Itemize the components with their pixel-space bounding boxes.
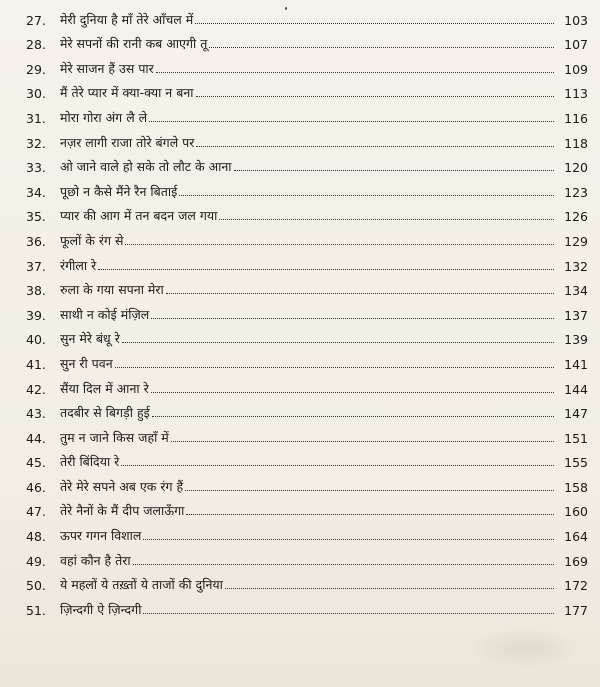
dot-leader: [151, 318, 554, 319]
entry-page-number: 116: [564, 110, 588, 126]
entry-number: 34.: [26, 184, 46, 200]
dot-leader: [151, 392, 554, 393]
entry-page-number: 134: [564, 283, 588, 299]
dot-leader: [195, 23, 554, 24]
entry-title: मोरा गोरा अंग लै ले: [60, 109, 148, 125]
entry-number: 35.: [26, 209, 46, 225]
entry-number: 32.: [26, 135, 46, 151]
entry-number: 27.: [26, 12, 46, 28]
toc-entry: [26, 301, 588, 326]
entry-page-number: 139: [564, 332, 588, 348]
toc-entry: [26, 104, 588, 129]
entry-title: मेरी दुनिया है माँ तेरे आँचल में: [60, 11, 194, 27]
dot-leader: [121, 465, 554, 466]
entry-page-number: 132: [564, 258, 588, 274]
dot-leader: [133, 564, 554, 565]
toc-entry: [26, 154, 588, 179]
entry-page-number: 147: [564, 406, 588, 422]
entry-page-number: 118: [564, 135, 588, 151]
toc-entry: [26, 522, 588, 547]
entry-number: 28.: [26, 37, 46, 53]
toc-entry: [26, 178, 588, 203]
toc-entry: [26, 547, 588, 572]
entry-page-number: 129: [564, 233, 588, 249]
dot-leader: [143, 613, 554, 614]
toc-entry: [26, 498, 588, 523]
entry-title: सुन मेरे बंधू रे: [60, 331, 120, 347]
entry-title: ज़िन्दगी ऐ ज़िन्दगी: [60, 601, 142, 617]
entry-page-number: 158: [564, 479, 588, 495]
entry-page-number: 164: [564, 529, 588, 545]
dot-leader: [166, 293, 554, 294]
entry-number: 49.: [26, 553, 46, 569]
entry-number: 38.: [26, 283, 46, 299]
dot-leader: [115, 367, 554, 368]
entry-page-number: 123: [564, 184, 588, 200]
toc-entry: [26, 424, 588, 449]
entry-page-number: 113: [564, 86, 588, 102]
entry-number: 46.: [26, 479, 46, 495]
toc-entry: [26, 80, 588, 105]
entry-title: सैंया दिल में आना रे: [60, 380, 149, 396]
entry-title: सुन री पवन: [60, 355, 113, 371]
entry-title: तेरे नैनों के मैं दीप जलाऊँगा: [60, 503, 185, 519]
dot-leader: [152, 416, 554, 417]
entry-number: 44.: [26, 430, 46, 446]
toc-entry: [26, 55, 588, 80]
entry-number: 42.: [26, 381, 46, 397]
dot-leader: [143, 539, 554, 540]
dot-leader: [196, 96, 554, 97]
entry-number: 43.: [26, 406, 46, 422]
paper-smudge: [470, 628, 580, 668]
entry-title: फूलों के रंग से: [60, 232, 124, 248]
toc-entry: [26, 400, 588, 425]
entry-title: रंगीला रे: [60, 257, 97, 273]
entry-title: मैं तेरे प्यार में क्या-क्या न बना: [60, 85, 194, 101]
entry-page-number: 172: [564, 578, 588, 594]
toc-entry: [26, 129, 588, 154]
entry-title: वहां कौन है तेरा: [60, 552, 131, 568]
toc-entry: [26, 350, 588, 375]
dot-leader: [171, 441, 554, 442]
entry-number: 41.: [26, 356, 46, 372]
entry-title: नज़र लागी राजा तोरे बंगले पर: [60, 134, 195, 150]
entry-page-number: 126: [564, 209, 588, 225]
dot-leader: [209, 47, 554, 48]
entry-number: 30.: [26, 86, 46, 102]
entry-title: साथी न कोई मंज़िल: [60, 306, 150, 322]
entry-title: तेरी बिंदिया रे: [60, 454, 120, 470]
entry-number: 48.: [26, 529, 46, 545]
entry-page-number: 141: [564, 356, 588, 372]
dot-leader: [122, 342, 554, 343]
toc-entry: [26, 252, 588, 277]
entry-page-number: 144: [564, 381, 588, 397]
dot-leader: [156, 72, 554, 73]
entry-page-number: 107: [564, 37, 588, 53]
dot-leader: [179, 195, 554, 196]
entry-title: मेरे साजन हैं उस पार: [60, 60, 154, 76]
entry-page-number: 177: [564, 602, 588, 618]
entry-page-number: 109: [564, 61, 588, 77]
entry-title: मेरे सपनों की रानी कब आएगी तू: [60, 36, 208, 52]
entry-number: 40.: [26, 332, 46, 348]
toc-entry: [26, 326, 588, 351]
dot-leader: [219, 219, 554, 220]
toc-entry: [26, 375, 588, 400]
toc-entry: [26, 277, 588, 302]
entry-title: तुम न जाने किस जहाँ में: [60, 429, 169, 445]
entry-number: 51.: [26, 602, 46, 618]
dot-leader: [98, 269, 554, 270]
entry-number: 36.: [26, 233, 46, 249]
entry-number: 37.: [26, 258, 46, 274]
dot-leader: [196, 146, 554, 147]
dot-leader: [149, 121, 554, 122]
toc-entry: [26, 449, 588, 474]
entry-number: 47.: [26, 504, 46, 520]
entry-page-number: 169: [564, 553, 588, 569]
dot-leader: [125, 244, 554, 245]
toc-entry: [26, 31, 588, 56]
entry-number: 29.: [26, 61, 46, 77]
toc-entry: [26, 572, 588, 597]
entry-page-number: 120: [564, 160, 588, 176]
entry-number: 33.: [26, 160, 46, 176]
entry-title: प्यार की आग में तन बदन जल गया: [60, 208, 218, 224]
entry-page-number: 160: [564, 504, 588, 520]
toc-entry: [26, 227, 588, 252]
entry-title: तदबीर से बिगड़ी हुई: [60, 405, 150, 421]
dot-leader: [234, 170, 554, 171]
entry-number: 45.: [26, 455, 46, 471]
dot-leader: [186, 514, 554, 515]
toc-entry: [26, 6, 588, 31]
entry-number: 39.: [26, 307, 46, 323]
toc-entry: [26, 473, 588, 498]
entry-title: ये महलों ये तख़्तों ये ताजों की दुनिया: [60, 577, 223, 593]
entry-page-number: 137: [564, 307, 588, 323]
entry-title: ओ जाने वाले हो सके तो लौट के आना: [60, 159, 232, 175]
entry-title: पूछो न कैसे मैंने रैन बिताई: [60, 183, 178, 199]
entry-title: तेरे मेरे सपने अब एक रंग हैं: [60, 478, 184, 494]
entry-number: 31.: [26, 110, 46, 126]
entry-page-number: 155: [564, 455, 588, 471]
entry-page-number: 103: [564, 12, 588, 28]
table-of-contents: [26, 6, 588, 621]
toc-entry: [26, 203, 588, 228]
dot-leader: [185, 490, 554, 491]
entry-page-number: 151: [564, 430, 588, 446]
toc-entry: [26, 596, 588, 621]
entry-number: 50.: [26, 578, 46, 594]
entry-title: रुला के गया सपना मेरा: [60, 282, 164, 298]
dot-leader: [225, 588, 554, 589]
entry-title: ऊपर गगन विशाल: [60, 528, 142, 544]
